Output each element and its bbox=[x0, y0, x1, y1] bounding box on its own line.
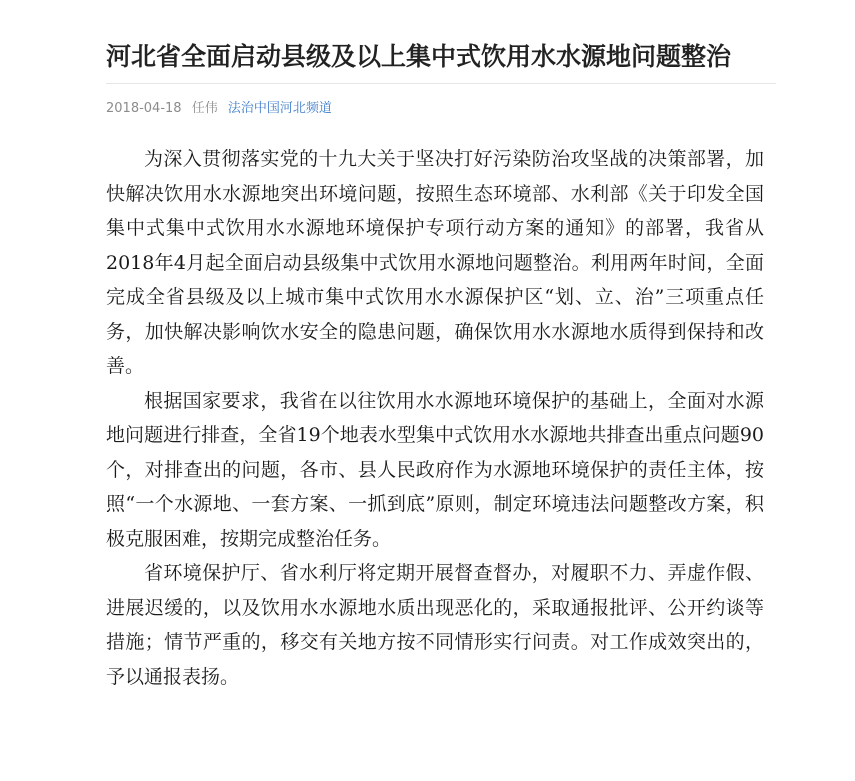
paragraph: 省环境保护厅、省水利厅将定期开展督查督办，对履职不力、弄虚作假、进展迟缓的，以及饮用水水源地水质出现恶化的，采取通报批评、公开约谈等措施；情节严重的，移交有关地方按不同情形实行问责。对工作成效突出的，予以通报表扬。 bbox=[106, 562, 764, 688]
article-title: 河北省全面启动县级及以上集中式饮用水水源地问题整治 bbox=[106, 42, 732, 71]
publish-date: 2018-04-18 bbox=[106, 101, 182, 116]
article-body bbox=[106, 142, 776, 694]
title-divider bbox=[106, 83, 776, 84]
paragraph: 根据国家要求，我省在以往饮用水水源地环境保护的基础上，全面对水源地问题进行排查，全省19个地表水型集中式饮用水水源地共排查出重点问题90个，对排查出的问题，各市、县人民政府作为水源地环境保护的责任主体，按照“一个水源地、一套方案、一抓到底”原则，制定环境违法问题整改方案，积极克服困难，按期完成整治任务。 bbox=[106, 389, 764, 550]
source-link[interactable]: 法治中国河北频道 bbox=[227, 101, 332, 116]
article-meta bbox=[106, 99, 776, 119]
article bbox=[106, 0, 776, 694]
author-name: 任伟 bbox=[191, 101, 218, 116]
paragraph: 为深入贯彻落实党的十九大关于坚决打好污染防治攻坚战的决策部署，加快解决饮用水水源地突出环境问题，按照生态环境部、水利部《关于印发全国集中式集中式饮用水水源地环境保护专项行动方案的通知》的部署，我省从2018年4月起全面启动县级集中式饮用水源地问题整治。利用两年时间，全面完成全省县级及以上城市集中式饮用水水源保护区“划、立、治”三项重点任务，加快解决影响饮水安全的隐患问题，确保饮用水水源地水质得到保持和改善。 bbox=[106, 148, 764, 377]
